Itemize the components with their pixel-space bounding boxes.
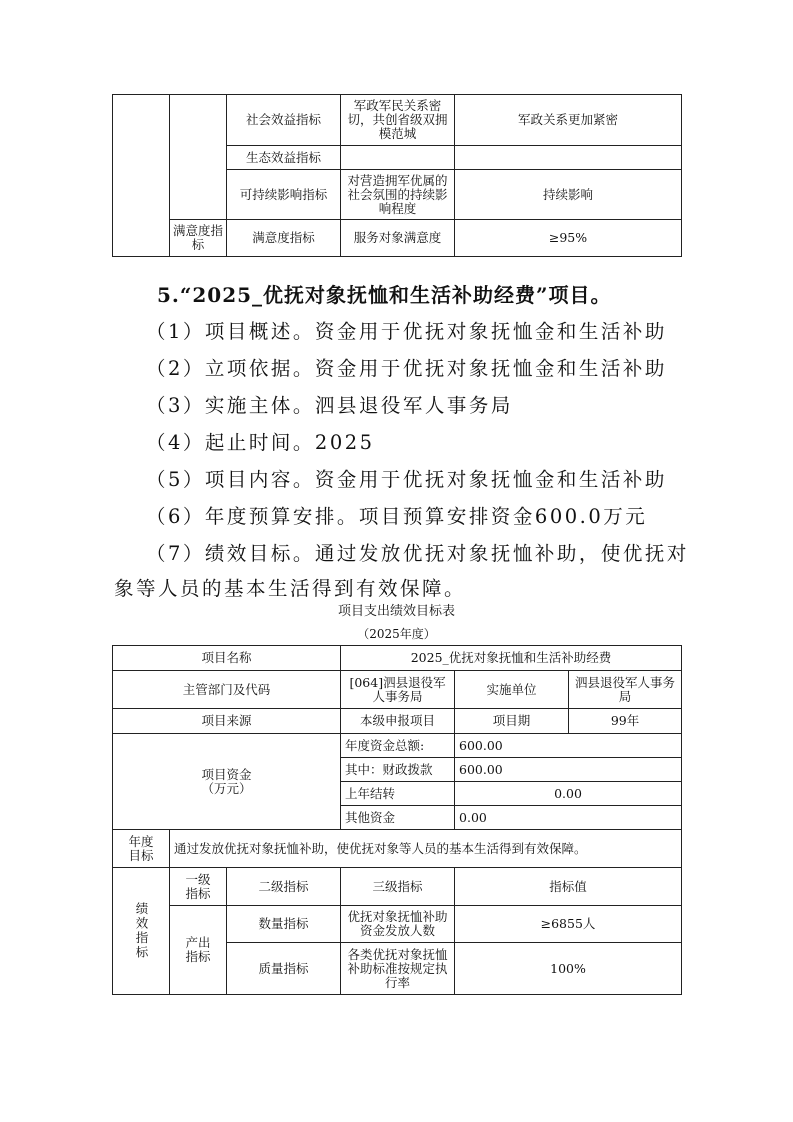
level3-indicator: 社会效益指标 [227, 95, 341, 146]
quantity-content: 优抚对象抚恤补助资金发放人数 [341, 906, 455, 943]
header-level1 [170, 868, 227, 906]
level3-indicator: 可持续影响指标 [227, 170, 341, 220]
table-subcaption: （2025年度） [357, 627, 436, 641]
impl-label: 实施单位 [455, 671, 569, 709]
table-row [113, 671, 682, 709]
indicator-value: 军政关系更加紧密 [455, 95, 682, 146]
total-label: 年度资金总额: [341, 734, 455, 758]
funds-label-text: 项目资金（万元） [201, 766, 252, 796]
level3-indicator: 满意度指标 [227, 220, 341, 257]
source-value: 本级申报项目 [341, 709, 455, 734]
paragraph-overview: （1）项目概述。资金用于优抚对象抚恤金和生活补助 [146, 320, 667, 343]
quality-value: 100% [455, 943, 682, 995]
output-label-text: 产出指标 [185, 935, 211, 964]
table-row [113, 830, 682, 868]
project-name: 2025_优抚对象抚恤和生活补助经费 [341, 646, 682, 671]
indicator-table-continued [112, 94, 682, 257]
table-row [113, 220, 682, 257]
quantity-indicator: 数量指标 [227, 906, 341, 943]
period-label: 项目期 [455, 709, 569, 734]
paragraph-implementer: （3）实施主体。泗县退役军人事务局 [146, 394, 513, 417]
dept-value: [064]泗县退役军人事务局 [341, 671, 455, 709]
carry-value: 0.00 [455, 782, 682, 806]
quantity-value: ≥6855人 [455, 906, 682, 943]
header-level3: 三级指标 [341, 868, 455, 906]
header-level1-text: 一级指标 [185, 871, 211, 901]
annual-goal-label-text: 年度目标 [128, 833, 154, 863]
table-caption: 项目支出绩效目标表 [337, 604, 455, 619]
project-name-label: 项目名称 [113, 646, 341, 671]
performance-target-table [112, 645, 682, 995]
indicator-content [341, 146, 455, 170]
level2-indicator: 满意度指标 [170, 220, 227, 257]
table-row [113, 868, 682, 906]
paragraph-goal: （7）绩效目标。通过发放优抚对象抚恤补助，使优抚对 [146, 542, 689, 565]
perf-label [113, 868, 170, 995]
empty-cell [113, 95, 170, 257]
indicator-value: ≥95% [455, 220, 682, 257]
table-row [113, 95, 682, 146]
indicator-value: 持续影响 [455, 170, 682, 220]
table-row [113, 709, 682, 734]
impl-value: 泗县退役军人事务局 [569, 671, 682, 709]
paragraph-content: （5）项目内容。资金用于优抚对象抚恤金和生活补助 [146, 468, 667, 491]
table-row [113, 906, 682, 943]
output-label [170, 906, 227, 995]
other-value: 0.00 [455, 806, 682, 830]
indicator-content: 军政军民关系密切，共创省级双拥模范城 [341, 95, 455, 146]
source-label: 项目来源 [113, 709, 341, 734]
header-level2: 二级指标 [227, 868, 341, 906]
dept-label: 主管部门及代码 [113, 671, 341, 709]
fiscal-value: 600.00 [455, 758, 682, 782]
annual-goal-label [113, 830, 170, 868]
quality-content: 各类优抚对象抚恤补助标准按规定执行率 [341, 943, 455, 995]
indicator-content: 对营造拥军优属的社会氛围的持续影响程度 [341, 170, 455, 220]
header-value: 指标值 [455, 868, 682, 906]
section-heading: 5.“2025_优抚对象抚恤和生活补助经费”项目。 [157, 283, 612, 307]
quality-indicator: 质量指标 [227, 943, 341, 995]
paragraph-period: （4）起止时间。2025 [146, 431, 375, 454]
carry-label: 上年结转 [341, 782, 455, 806]
annual-goal: 通过发放优抚对象抚恤补助，使优抚对象等人员的基本生活得到有效保障。 [170, 830, 682, 868]
funds-label [113, 734, 341, 830]
paragraph-goal-continued: 象等人员的基本生活得到有效保障。 [114, 577, 467, 600]
fiscal-label: 其中：财政拨款 [341, 758, 455, 782]
indicator-value [455, 146, 682, 170]
table-row [113, 646, 682, 671]
period-value: 99年 [569, 709, 682, 734]
paragraph-basis: （2）立项依据。资金用于优抚对象抚恤金和生活补助 [146, 357, 667, 380]
table-row [113, 734, 682, 758]
paragraph-budget: （6）年度预算安排。项目预算安排资金600.0万元 [146, 505, 648, 528]
empty-cell [170, 95, 227, 220]
indicator-content: 服务对象满意度 [341, 220, 455, 257]
other-label: 其他资金 [341, 806, 455, 830]
perf-label-text: 绩效指标 [134, 902, 149, 960]
level3-indicator: 生态效益指标 [227, 146, 341, 170]
total-value: 600.00 [455, 734, 682, 758]
